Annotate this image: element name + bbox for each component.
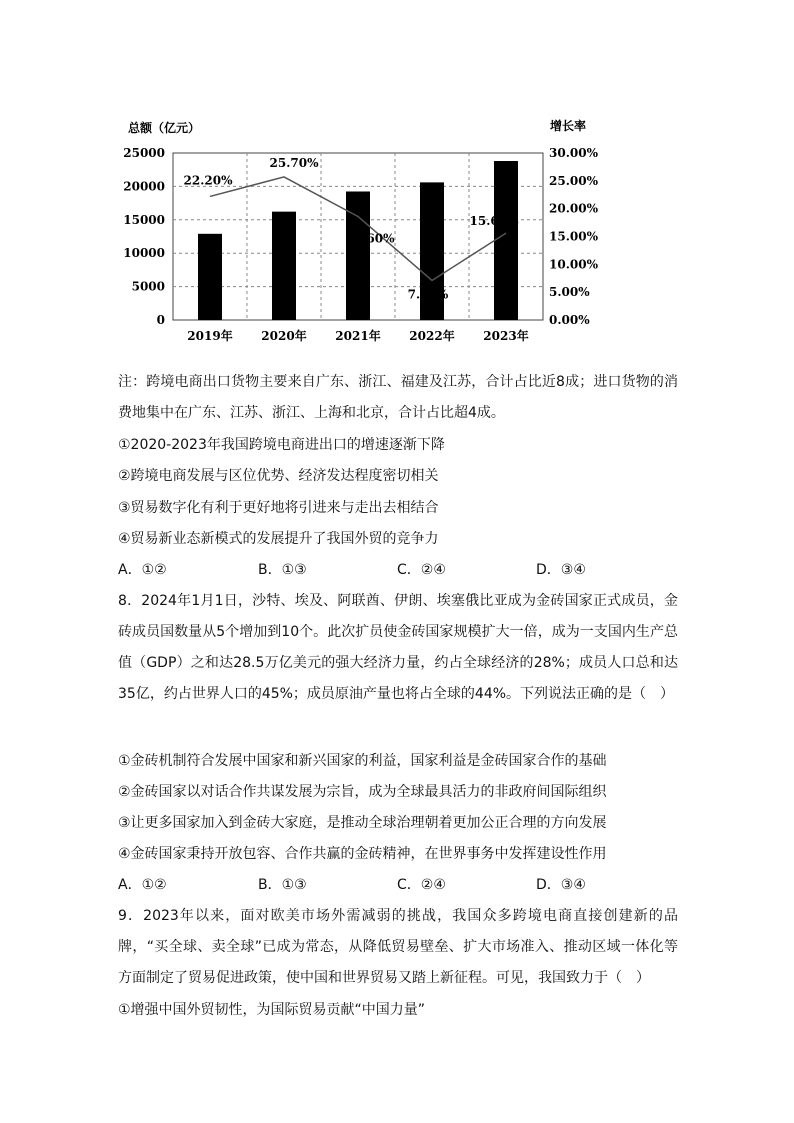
chart-note: 注：跨境电商出口货物主要来自广东、浙江、福建及江苏，合计占比近8成；进口货物的消费地集中在广东、江苏、浙江、上海和北京，合计占比超4成。 bbox=[118, 374, 678, 421]
y-tick-left: 10000 bbox=[123, 246, 165, 261]
x-tick-label: 2020年 bbox=[261, 329, 307, 343]
x-tick-label: 2019年 bbox=[187, 329, 233, 343]
q7-options bbox=[118, 553, 678, 583]
data-label: 15.60% bbox=[469, 214, 519, 229]
q7-option-d[interactable]: D．③④ bbox=[536, 562, 586, 578]
q7-option-c[interactable]: C．②④ bbox=[397, 562, 446, 578]
q8-item-3: ③让更多国家加入到金砖大家庭，是推动全球治理朝着更加公正合理的方向发展 bbox=[118, 815, 607, 831]
x-tick-label: 2021年 bbox=[335, 329, 381, 343]
q8-item-4: ④金砖国家秉持开放包容、合作共赢的金砖精神，在世界事务中发挥建设性作用 bbox=[118, 846, 607, 862]
q8-stem: 8．2024年1月1日，沙特、埃及、阿联酋、伊朗、埃塞俄比亚成为金砖国家正式成员，金砖成员国数量从5个增加到10个。此次扩员使金砖国家规模扩大一倍，成为一支国内生产总值（GDP）之和达28.5万亿美元的强大经济力量，约占全球经济的28%；成员人口总和达35亿，约占世界人口的45%；成员原油产量也将占全球的44%。下列说法正确的是（ ） bbox=[118, 593, 678, 702]
q8-option-b[interactable]: B．①③ bbox=[258, 877, 307, 893]
bar bbox=[272, 212, 296, 320]
q9-stem: 9．2023年以来，面对欧美市场外需减弱的挑战，我国众多跨境电商直接创建新的品牌，“买全球、卖全球”已成为常态，从降低贸易壁垒、扩大市场准入、推动区域一体化等方面制定了贸易促进政策，使中国和世界贸易又踏上新征程。可见，我国致力于（ ） bbox=[118, 908, 678, 986]
y-tick-left: 15000 bbox=[123, 212, 165, 227]
q7-item-3: ③贸易数字化有利于更好地将引进来与走出去相结合 bbox=[118, 500, 439, 516]
q8-item-1: ①金砖机制符合发展中国家和新兴国家的利益，国家利益是金砖国家合作的基础 bbox=[118, 753, 607, 769]
bar bbox=[494, 161, 518, 320]
y-tick-right: 25.00% bbox=[549, 173, 598, 188]
q8-option-a[interactable]: A．①② bbox=[118, 877, 167, 893]
q9-item-1: ①增强中国外贸韧性，为国际贸易贡献“中国力量” bbox=[118, 1002, 426, 1018]
bar bbox=[198, 234, 222, 320]
y-tick-right: 30.00% bbox=[549, 146, 598, 160]
y-tick-left: 25000 bbox=[123, 146, 165, 160]
q7-item-1: ①2020-2023年我国跨境电商进出口的增速逐渐下降 bbox=[118, 437, 445, 453]
data-label: 25.70% bbox=[269, 155, 319, 170]
q7-option-a[interactable]: A．①② bbox=[118, 562, 167, 578]
y-axis-right-label: 增长率 bbox=[550, 119, 587, 133]
q7-item-4: ④贸易新业态新模式的发展提升了我国外贸的竞争力 bbox=[118, 531, 439, 547]
x-tick-label: 2022年 bbox=[409, 329, 455, 343]
y-tick-left: 5000 bbox=[131, 279, 165, 294]
y-tick-right: 20.00% bbox=[549, 201, 598, 216]
data-label: 22.20% bbox=[183, 173, 233, 188]
q7-item-2: ②跨境电商发展与区位优势、经济发达程度密切相关 bbox=[118, 468, 439, 484]
q7-option-b[interactable]: B．①③ bbox=[258, 562, 307, 578]
y-tick-right: 5.00% bbox=[549, 285, 590, 300]
x-tick-labels bbox=[187, 328, 528, 343]
q8-option-c[interactable]: C．②④ bbox=[397, 877, 446, 893]
q8-option-d[interactable]: D．③④ bbox=[536, 877, 586, 893]
trade-chart bbox=[118, 112, 608, 347]
y-ticks-right bbox=[549, 146, 599, 327]
q8-item-2: ②金砖国家以对话合作共谋发展为宗旨，成为全球最具活力的非政府间国际组织 bbox=[118, 784, 607, 800]
data-label: 18.60% bbox=[345, 231, 395, 246]
y-tick-right: 0.00% bbox=[549, 313, 590, 327]
data-label: 7.10% bbox=[407, 287, 449, 302]
y-tick-right: 10.00% bbox=[549, 257, 598, 272]
q8-options bbox=[118, 868, 678, 898]
y-tick-left: 0 bbox=[156, 313, 165, 327]
bar bbox=[346, 191, 370, 320]
x-tick-label: 2023年 bbox=[483, 329, 529, 343]
y-ticks-left bbox=[123, 146, 165, 327]
y-axis-left-label: 总额（亿元） bbox=[128, 121, 201, 135]
y-tick-left: 20000 bbox=[123, 179, 165, 194]
y-tick-right: 15.00% bbox=[549, 229, 598, 244]
